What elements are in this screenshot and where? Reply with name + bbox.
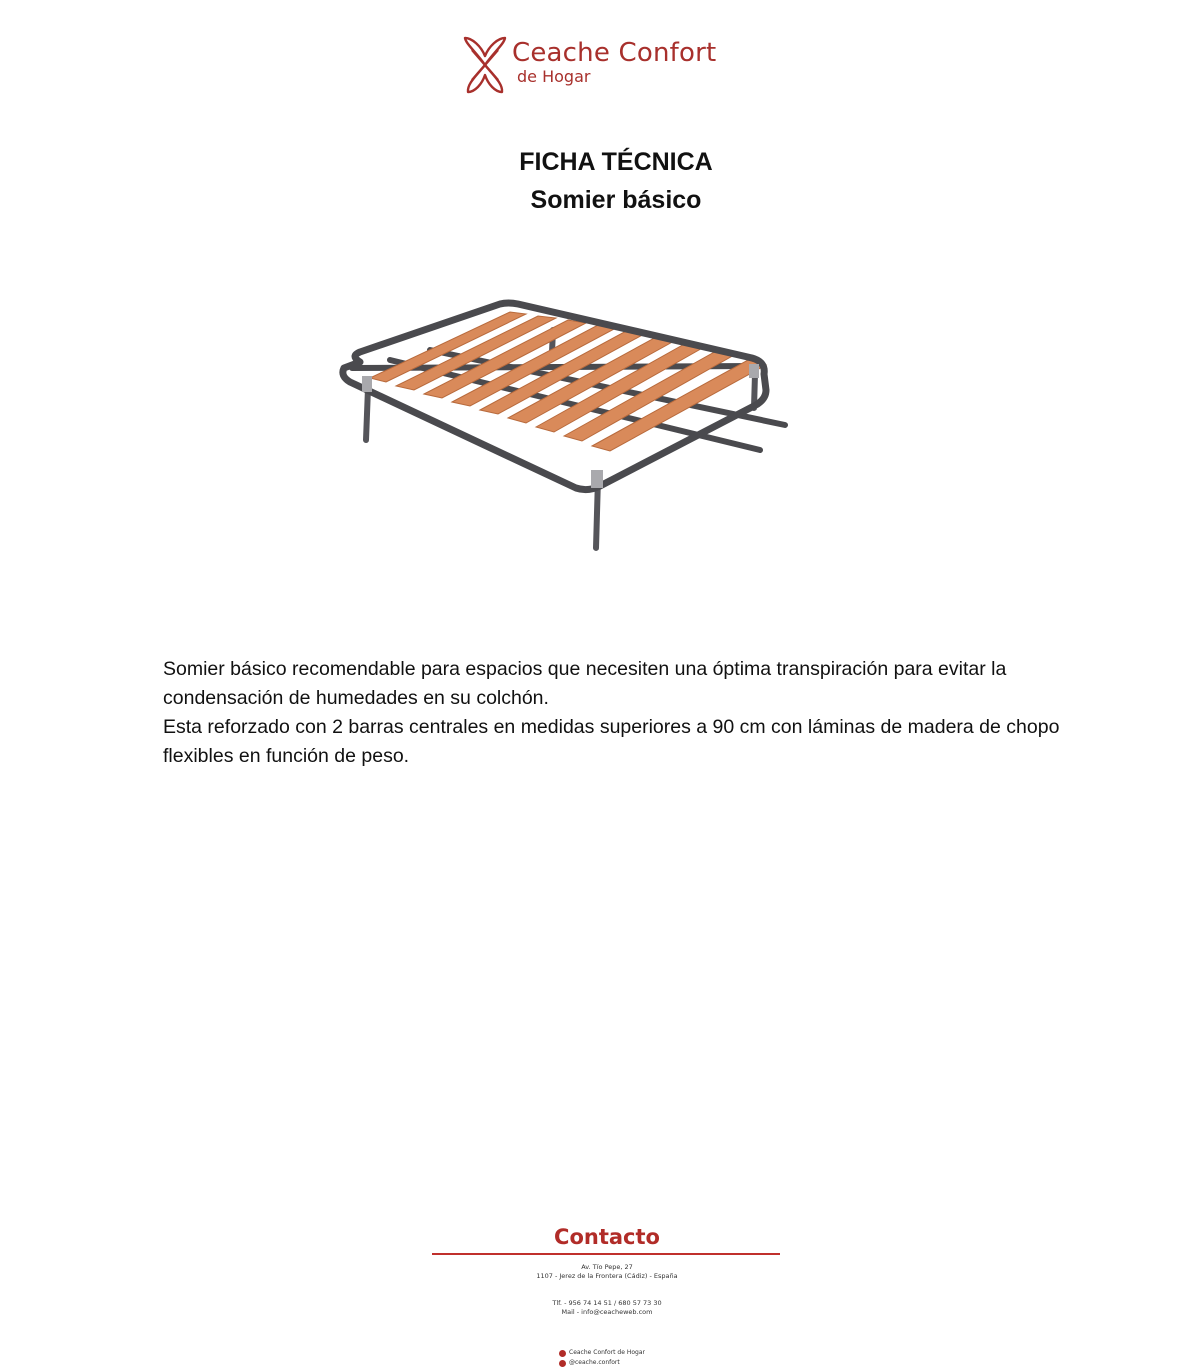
brand-logo [462,34,732,98]
document-title-block [0,143,1200,219]
product-image [330,290,830,580]
contact-title: Contacto [554,1225,660,1249]
description-paragraph: Somier básico recomendable para espacios que necesiten una óptima transpiración para evitar la condensación de humedades en su colchón. [163,658,1007,709]
contact-divider [432,1253,780,1255]
brand-subtitle: de Hogar [517,67,591,86]
instagram-label: @ceache.confort [569,1359,620,1366]
description-paragraph: Esta reforzado con 2 barras centrales en medidas superiores a 90 cm con láminas de madera de chopo flexibles en función de peso. [163,716,1060,767]
brand-name: Ceache Confort [512,38,717,68]
document-title: FICHA TÉCNICA [519,148,713,176]
contact-address: Av. Tío Pepe, 27 [581,1263,633,1271]
facebook-icon [559,1350,566,1357]
product-description [163,655,1083,771]
instagram-icon [559,1360,566,1367]
facebook-label: Ceache Confort de Hogar [569,1349,645,1356]
contact-phones: Tlf. - 956 74 14 51 / 680 57 73 30 [552,1299,662,1307]
contact-mail[interactable]: Mail - info@ceacheweb.com [561,1308,653,1316]
social-links [559,1348,645,1368]
instagram-link[interactable] [559,1358,645,1368]
slatted-bed-base-image [330,290,830,580]
contact-section [432,1224,782,1317]
contact-address-city: 1107 - Jerez de la Frontera (Cádiz) - España [536,1272,678,1280]
document-subtitle: Somier básico [530,186,702,214]
butterfly-logo-icon [462,34,508,96]
facebook-link[interactable] [559,1348,645,1358]
